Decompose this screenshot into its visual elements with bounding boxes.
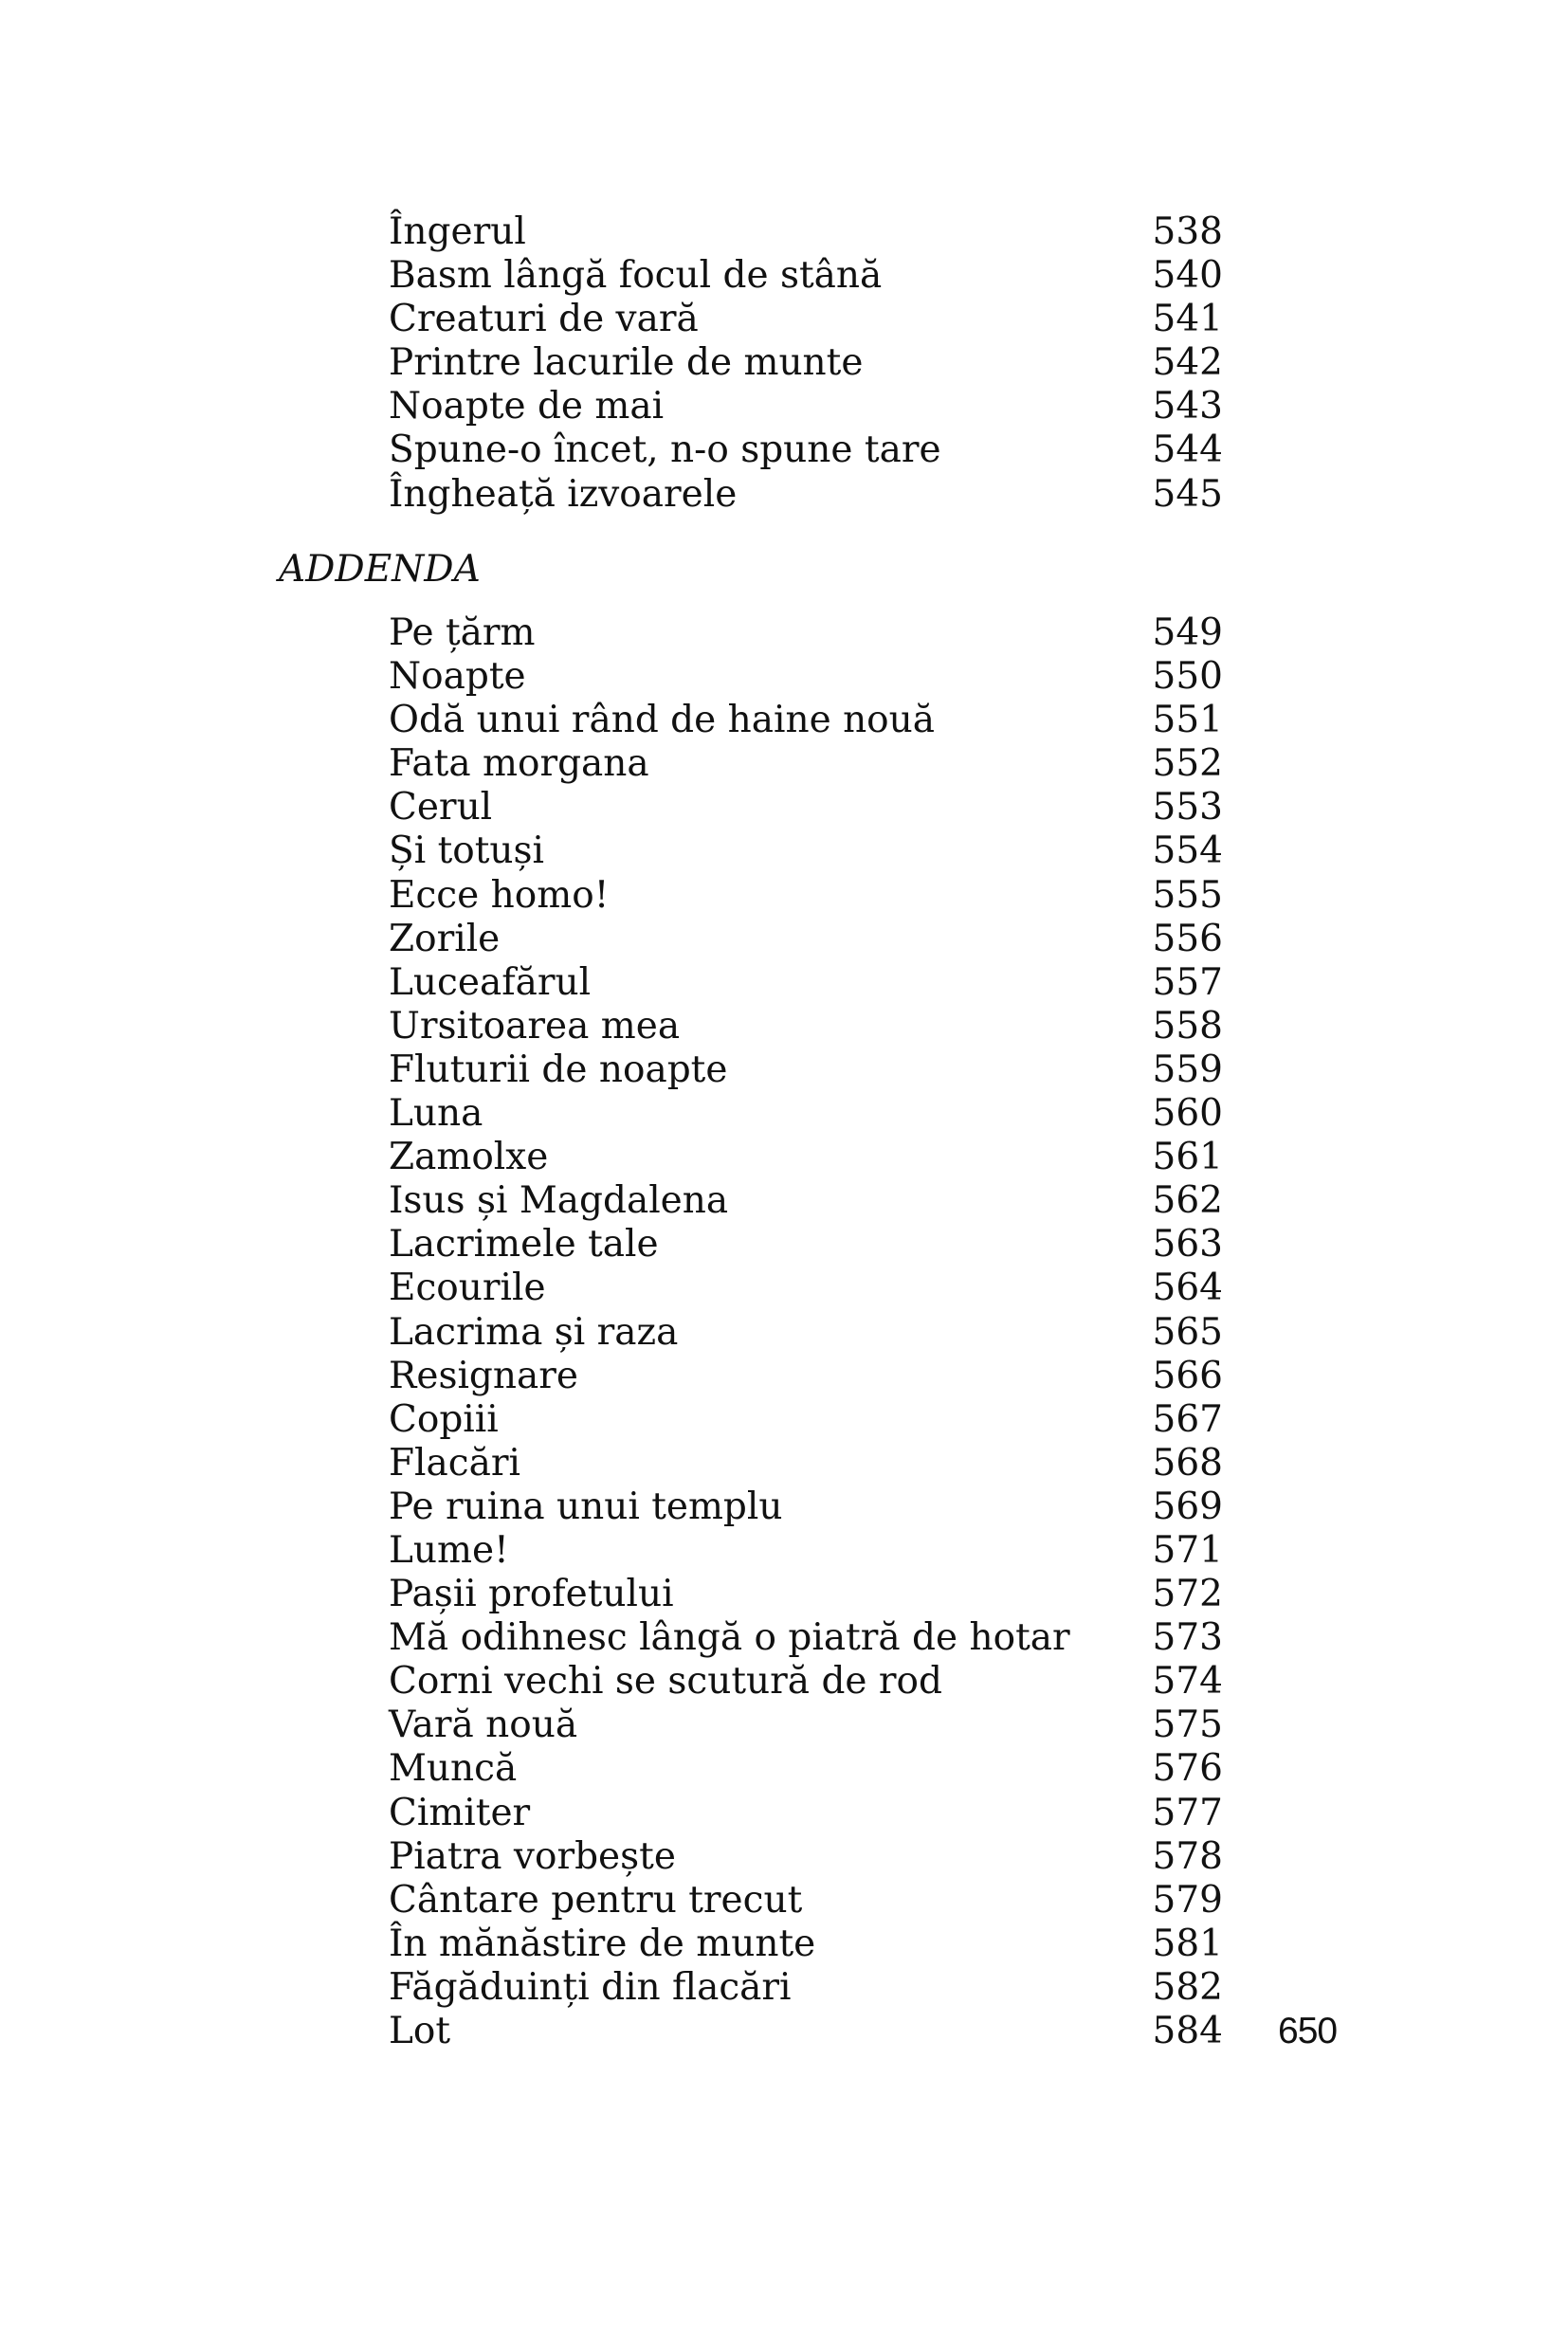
toc-entry — [389, 1092, 1223, 1136]
toc-entry-title: Îngheață izvoarele — [389, 472, 738, 516]
toc-entry-title: Copiii — [389, 1397, 499, 1441]
toc-entry-title: Zamolxe — [389, 1136, 549, 1179]
toc-entry — [389, 1355, 1223, 1398]
toc-entry — [389, 428, 1223, 472]
toc-entry-page: 572 — [1152, 1573, 1223, 1616]
toc-entry-title: Pe țărm — [389, 611, 536, 654]
toc-entry-page: 545 — [1152, 472, 1223, 516]
toc-entry — [389, 1923, 1223, 1966]
toc-entry-title: Ecce homo! — [389, 873, 610, 917]
toc-entry-title: Lacrimele tale — [389, 1223, 659, 1267]
toc-entry-page: 542 — [1152, 341, 1223, 385]
toc-entry-title: Muncă — [389, 1747, 518, 1791]
toc-entry-page: 560 — [1152, 1092, 1223, 1136]
toc-entry — [389, 1398, 1223, 1442]
toc-entry — [389, 786, 1223, 829]
toc-entry-title: Resignare — [389, 1354, 578, 1397]
toc-entry-page: 556 — [1152, 917, 1223, 960]
toc-entry — [389, 1747, 1223, 1791]
toc-entry-page: 575 — [1152, 1704, 1223, 1747]
toc-entry-page: 557 — [1152, 960, 1223, 1004]
toc-entry-title: Pașii profetului — [389, 1573, 674, 1616]
toc-entry — [389, 655, 1223, 699]
toc-entry-title: Făgăduinți din flacări — [389, 1965, 792, 2009]
toc-entry-title: Isus și Magdalena — [389, 1179, 729, 1223]
toc-entry — [389, 341, 1223, 385]
toc-entry-page: 568 — [1152, 1441, 1223, 1485]
toc-entry — [389, 1179, 1223, 1223]
toc-entry — [389, 1267, 1223, 1310]
toc-entry-page: 576 — [1152, 1747, 1223, 1791]
toc-entry — [389, 1005, 1223, 1048]
toc-entry-title: Și totuși — [389, 829, 545, 873]
toc-entry-title: Piatra vorbește — [389, 1834, 676, 1878]
toc-entry — [389, 1485, 1223, 1529]
toc-entry-page: 582 — [1152, 1965, 1223, 2009]
toc-entry — [389, 1660, 1223, 1704]
toc-entry-title: Ursitoarea mea — [389, 1004, 681, 1048]
toc-entry-page: 579 — [1152, 1878, 1223, 1922]
toc-entry-title: Lot — [389, 2010, 451, 2052]
toc-entry — [389, 1573, 1223, 1616]
toc-entry — [389, 918, 1223, 961]
toc-entry-page: 558 — [1152, 1004, 1223, 1048]
toc-entry-page: 550 — [1152, 655, 1223, 699]
toc-entry-title: Creaturi de vară — [389, 298, 699, 341]
toc-entry — [389, 699, 1223, 742]
toc-entry-page: 561 — [1152, 1136, 1223, 1179]
toc-entry-page: 540 — [1152, 254, 1223, 298]
toc-entry-page: 581 — [1152, 1922, 1223, 1965]
toc-entry-page: 549 — [1152, 611, 1223, 654]
toc-entry-page: 538 — [1152, 210, 1223, 253]
toc-entry — [389, 210, 1223, 254]
toc-entry-page: 553 — [1152, 786, 1223, 829]
toc-entry — [389, 1442, 1223, 1485]
page-number: 650 — [1278, 2011, 1338, 2051]
toc-entry-page: 573 — [1152, 1616, 1223, 1660]
toc-entry-title: Basm lângă focul de stână — [389, 254, 883, 298]
toc-entry — [389, 298, 1223, 341]
toc-entry-title: Lacrima și raza — [389, 1310, 679, 1354]
toc-entry-page: 578 — [1152, 1834, 1223, 1878]
toc-entry-title: Noapte — [389, 655, 526, 699]
toc-entry — [389, 611, 1223, 655]
toc-entry — [389, 1616, 1223, 1660]
toc-entry-title: În mănăstire de munte — [389, 1922, 816, 1965]
toc-entry — [389, 473, 1223, 517]
toc-entry-title: Ecourile — [389, 1267, 546, 1310]
toc-entry — [389, 1835, 1223, 1879]
toc-entry-page: 577 — [1152, 1791, 1223, 1834]
toc-entry-title: Flacări — [389, 1441, 520, 1485]
toc-entry-title: Îngerul — [389, 210, 526, 253]
toc-entry-page: 543 — [1152, 385, 1223, 428]
toc-entry-title: Corni vechi se scutură de rod — [389, 1660, 942, 1704]
toc-entry-title: Pe ruina unui templu — [389, 1485, 783, 1528]
toc-entry — [389, 1136, 1223, 1179]
toc-entry-title: Zorile — [389, 917, 501, 960]
toc-list-main — [389, 210, 1223, 517]
toc-entry — [389, 1704, 1223, 1747]
toc-entry-page: 555 — [1152, 873, 1223, 917]
toc-entry-page: 563 — [1152, 1223, 1223, 1267]
toc-entry-page: 567 — [1152, 1397, 1223, 1441]
toc-entry-title: Cerul — [389, 786, 493, 829]
toc-entry-title: Cântare pentru trecut — [389, 1878, 803, 1922]
toc-entry — [389, 961, 1223, 1005]
toc-entry-title: Luceafărul — [389, 960, 592, 1004]
toc-entry — [389, 1879, 1223, 1923]
toc-entry — [389, 1529, 1223, 1573]
toc-entry — [389, 2010, 1223, 2053]
toc-entry-title: Odă unui rând de haine nouă — [389, 699, 936, 742]
toc-entry-page: 551 — [1152, 699, 1223, 742]
toc-entry-page: 571 — [1152, 1528, 1223, 1572]
toc-entry-title: Cimiter — [389, 1791, 531, 1834]
toc-entry-page: 565 — [1152, 1310, 1223, 1354]
toc-entry — [389, 1311, 1223, 1355]
toc-entry-page: 552 — [1152, 742, 1223, 786]
toc-list-addenda — [389, 611, 1223, 2053]
toc-entry — [389, 385, 1223, 428]
toc-entry-title: Fata morgana — [389, 742, 649, 786]
toc-entry — [389, 1048, 1223, 1092]
toc-entry — [389, 254, 1223, 298]
toc-entry-page: 566 — [1152, 1354, 1223, 1397]
toc-entry-title: Noapte de mai — [389, 385, 665, 428]
toc-entry-title: Mă odihnesc lângă o piatră de hotar — [389, 1616, 1070, 1660]
toc-entry-page: 574 — [1152, 1660, 1223, 1704]
toc-entry-title: Printre lacurile de munte — [389, 341, 864, 385]
toc-entry-title: Luna — [389, 1092, 483, 1136]
section-heading-addenda: ADDENDA — [279, 548, 481, 591]
toc-entry-page: 554 — [1152, 829, 1223, 873]
toc-entry-page: 562 — [1152, 1179, 1223, 1223]
toc-entry-page: 559 — [1152, 1048, 1223, 1091]
toc-entry — [389, 1966, 1223, 2010]
toc-entry — [389, 874, 1223, 918]
toc-entry-title: Fluturii de noapte — [389, 1048, 728, 1091]
toc-entry-title: Vară nouă — [389, 1704, 578, 1747]
toc-entry-page: 544 — [1152, 428, 1223, 472]
toc-entry — [389, 742, 1223, 786]
toc-entry-page: 584 — [1152, 2010, 1223, 2052]
toc-entry-title: Lume! — [389, 1528, 509, 1572]
toc-entry — [389, 829, 1223, 873]
toc-entry-title: Spune-o încet, n-o spune tare — [389, 428, 941, 472]
toc-entry-page: 541 — [1152, 298, 1223, 341]
toc-entry-page: 564 — [1152, 1267, 1223, 1310]
toc-entry — [389, 1223, 1223, 1267]
toc-entry-page: 569 — [1152, 1485, 1223, 1528]
toc-entry — [389, 1792, 1223, 1835]
